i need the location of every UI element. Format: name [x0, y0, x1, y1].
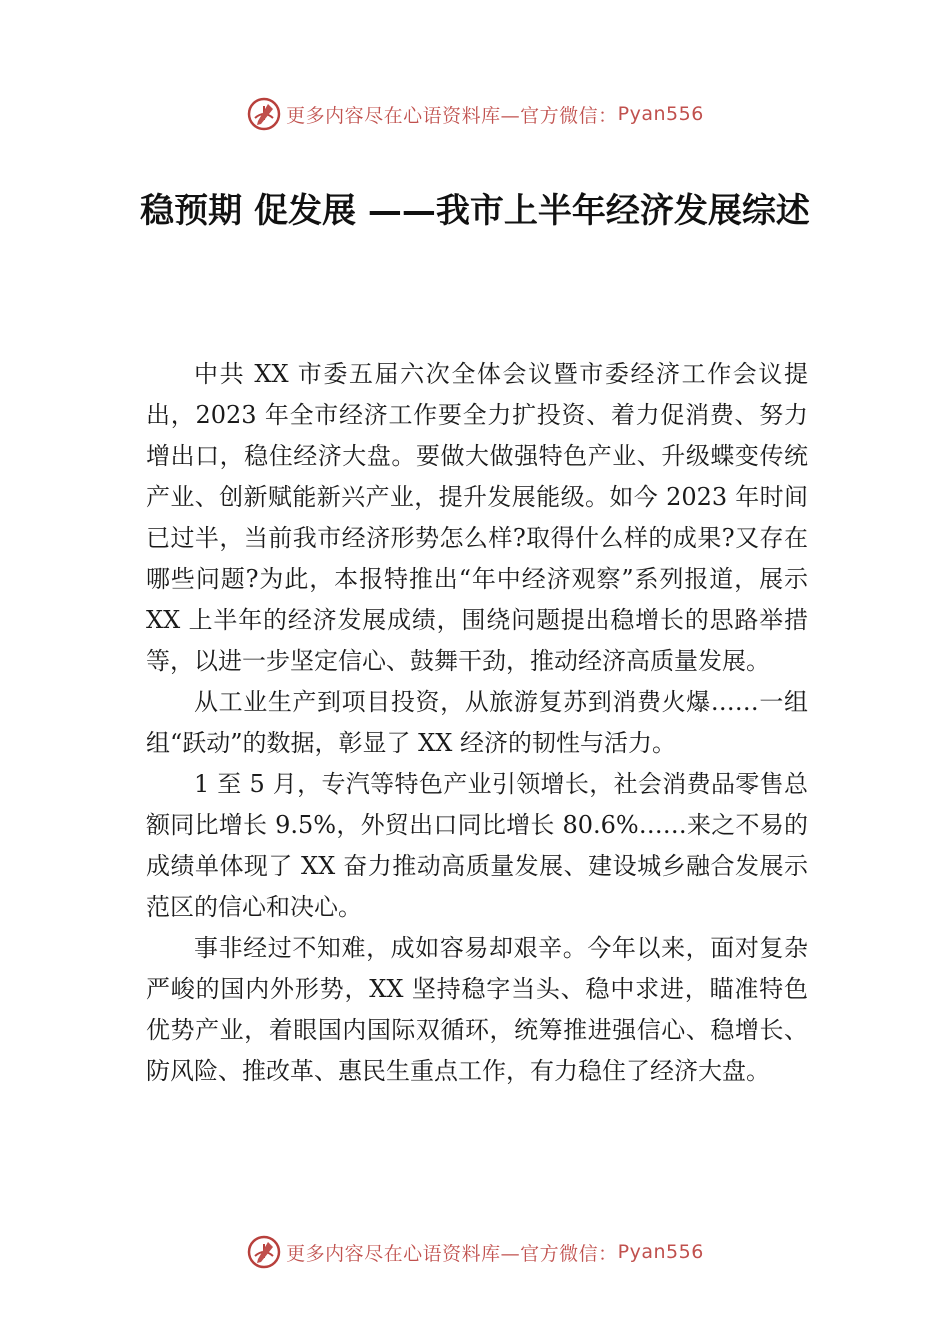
document-title: 稳预期 促发展 ——我市上半年经济发展综述 [140, 191, 810, 231]
paragraph: 1 至 5 月，专汽等特色产业引领增长，社会消费品零售总额同比增长 9.5%，外贸出口同比增长 80.6%……来之不易的成绩单体现了 XX 奋力推动高质量发展、建设城乡融合发展示范区的信心和决心。 [146, 770, 808, 921]
paragraph: 中共 XX 市委五届六次全体会议暨市委经济工作会议提出，2023 年全市经济工作要全力扩投资、着力促消费、努力增出口，稳住经济大盘。要做大做强特色产业、升级蝶变传统产业、创新赋能新兴产业，提升发展能级。如今 2023 年时间已过半，当前我市经济形势怎么样?取得什么样的成果?又存在哪些问题?为此，本报特推出“年中经济观察”系列报道，展示 XX 上半年的经济发展成绩，围绕问题提出稳增长的思路举措等，以进一步坚定信心、鼓舞干劲，推动经济高质量发展。 [146, 360, 808, 675]
footer-watermark-banner [0, 1232, 950, 1272]
book-pen-icon [246, 1234, 282, 1270]
banner-text: 更多内容尽在心语资料库—官方微信： [286, 1242, 618, 1265]
paragraph: 事非经过不知难，成如容易却艰辛。今年以来，面对复杂严峻的国内外形势，XX 坚持稳字当头、稳中求进，瞄准特色优势产业，着眼国内国际双循环，统筹推进强信心、稳增长、防风险、推改革、惠民生重点工作，有力稳住了经济大盘。 [146, 934, 808, 1085]
paragraph: 从工业生产到项目投资，从旅游复苏到消费火爆……一组组“跃动”的数据，彰显了 XX 经济的韧性与活力。 [146, 688, 808, 757]
document-body [146, 354, 808, 1092]
header-watermark-banner [0, 94, 950, 134]
wechat-id: Pyan556 [617, 103, 704, 125]
banner-text: 更多内容尽在心语资料库—官方微信： [286, 104, 618, 127]
book-pen-icon [246, 96, 282, 132]
wechat-id: Pyan556 [617, 1241, 704, 1263]
